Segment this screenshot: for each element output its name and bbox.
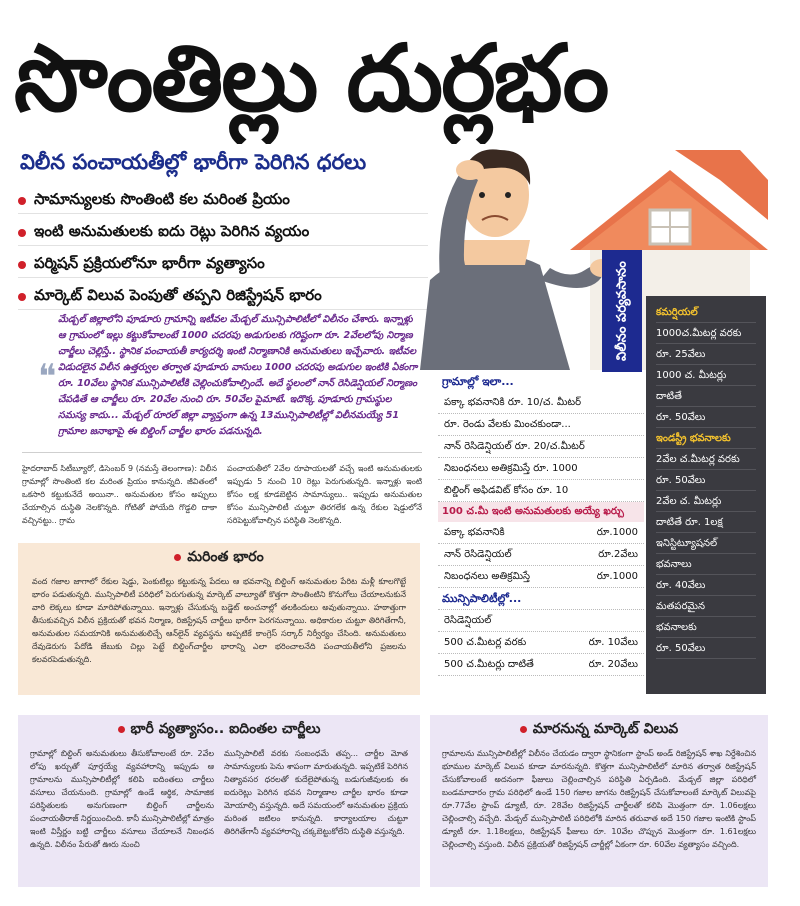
list-item: మతపరమైన xyxy=(656,596,756,617)
lead-quote: మేడ్చల్ జిల్లాలోని పూడూరు గ్రామాన్ని ఇటీవల మేడ్చల్ మున్సిపాలిటీలో విలీనం చేశారు. ఇన్నాళ్లు ఆ గ్రామంలో ఇల్లు కట్టుకోవాలంటే 1000 చదరపు అడుగులకు గరిష్టంగా రూ. 2వేలలోపు నిర్మాణ చార్జీలు చెల్లిస్తే.. స్థానిక పంచాయతీ కార్యదర్శి ఇంటి నిర్మాణానికి అనుమతులు ఇచ్చేవారు. ఇటీవల విడుదలైన విలీన ఉత్తర్వుల తర్వాత పూడూరు వాసులు 1000 చదరపు అడుగుల ఇంటికి ఏకంగా రూ. 10వేలు స్థానిక మున్సిపాలిటీకి చెల్లించుకోవాల్సిందే. అదే స్థలంలో నాన్ రెసిడెన్షియల్ నిర్మాణం చేపడితే ఆ చార్జీలు రూ. 20వేల నుంచి రూ. 50వేల పైమాటే. ఇదొక్క పూడూరు గ్రామస్థుల సమస్య కాదు... మేడ్చల్ రూరల్ జిల్లా వ్యాప్తంగా ఉన్న 13మున్సిపాలిటీల్లో విలీనమయ్యే 51 గ్రామాల జనాభాపై ఈ బిల్డింగ్ చార్జీల భారం పడనున్నది. xyxy=(58,314,418,437)
bullet-item xyxy=(18,220,428,246)
list-item: రూ. 50వేలు xyxy=(656,407,756,428)
table-heading: మున్సిపాలిటీల్లో... xyxy=(438,588,644,610)
bullet-dot-icon xyxy=(18,197,26,205)
bullet-list xyxy=(18,188,428,316)
bullet-dot-icon xyxy=(174,554,181,561)
table-row: 500 చ.మీటర్లు దాటితే రూ. 20వేలు xyxy=(438,654,644,676)
table-row: బిల్డింగ్ అఫిడవిట్ కోసం రూ. 10 xyxy=(438,480,644,502)
table-row: నాన్ రెసిడెన్షియల్ రూ.2వేలు xyxy=(438,544,644,566)
bullet-dot-icon xyxy=(18,229,26,237)
worried-man-icon xyxy=(420,149,614,370)
body-column: హైదరాబాద్ సిటీబ్యూరో, డిసెంబర్ 9 (నమస్తే తెలంగాణ): విలీన గ్రామాల్లో సొంతింటి కల మరింత ప్రియం కానున్నది. జీవితంలో ఒకసారి కట్టుకునేదే అయినా.. అనుమతుల కోసం అప్పులు చేయాల్సిన దుస్థితి నెలకొన్నది. గోటితో పోయేది గొడ్డలి దాకా వచ్చినట్టు.. గ్రామ xyxy=(22,464,217,525)
panel-text: వంద గజాల జాగాలో రేకుల షెడ్డు, పెంకుటిల్లు కట్టుకున్న పేదలు ఆ భవనాన్ని బిల్డింగ్ అనుమతుల పేరిట మళ్లీ కూలగొట్టే భారం పడుతున్నది. మున్సిపాలిటీ పరిధిలో పెరుగుతున్న మార్కెట్ వాల్యూతో కొత్తగా సొంతింటిని కొనుగోలు చేయాలనుకునే వారి లెక్కలు కూడా మారిపోతున్నాయి. ఇన్నాళ్లు చేసుకున్న బడ్జెట్ అంచనాల్లో తలకిందులు అవుతున్నాయి. హఠాత్తుగా తీసుకువచ్చిన విలీన ప్రక్రియతో భవన నిర్మాణ, రిజిస్ట్రేషన్ చార్జీలు భారీగా పెరగనున్నాయి. అధికారుల చుట్టూ తిరిగితేగానీ, అనుమతుల సమయానికి అనుమతులిచ్చే ఆన్‌లైన్ వ్యవస్థను అప్పటికే కాంగ్రెస్ సర్కార్ నిర్వీర్యం చేసింది. అనుమతులు దేవుడెరుగు పేదోడి జేబుకు చిల్లు పెట్టే బిల్డింగ్‌చార్జీల భారాన్ని ఎలా భరించాలనేది పంచాయతీలోని ప్రజలను కలవరపెడుతున్నది. xyxy=(32,577,406,664)
bullet-text: సామాన్యులకు సొంతింటి కల మరింత ప్రియం xyxy=(34,189,290,208)
divider xyxy=(22,452,422,453)
table-band: 100 చ.మీ ఇంటి అనుమతులకు అయ్యే ఖర్చు xyxy=(438,502,644,522)
bullet-dot-icon xyxy=(18,293,26,301)
charges-difference-panel xyxy=(18,715,420,887)
commercial-rates-panel xyxy=(646,296,766,694)
bullet-dot-icon xyxy=(520,726,527,733)
vertical-tag: విలీనం పర్యవసానం xyxy=(602,250,642,372)
bullet-text: మార్కెట్ విలువ పెంపుతో తప్పని రిజిస్ట్రేషన్ భారం xyxy=(34,285,322,304)
list-item: రూ. 50వేలు xyxy=(656,638,756,659)
bullet-item xyxy=(18,252,428,278)
page-headline: సొంతిల్లు దుర్లభం xyxy=(14,25,608,132)
quote-mark-icon: ❝ xyxy=(38,357,57,397)
list-item: 2వేల చ.మీటర్ల వరకు xyxy=(656,449,756,470)
list-item: 1000చ.మీటర్ల వరకు xyxy=(656,323,756,344)
subheadline: విలీన పంచాయతీల్లో భారీగా పెరిగిన ధరలు xyxy=(20,150,367,174)
list-item: దాటితే రూ. 1లక్ష xyxy=(656,512,756,533)
table-row: రూ. రెండు వేలకు మించకుండా... xyxy=(438,414,644,436)
panel-title: మరింత భారం xyxy=(18,543,420,571)
table-row: పక్కా భవనానికి రూ. 10/చ. మీటర్ xyxy=(438,392,644,414)
list-item: రూ. 50వేలు xyxy=(656,470,756,491)
bullet-dot-icon xyxy=(118,726,125,733)
table-row: పక్కా భవనానికి రూ.1000 xyxy=(438,522,644,544)
table-heading: గ్రామాల్లో ఇలా... xyxy=(442,375,514,388)
bullet-text: ఇంటి అనుమతులకు ఐదు రెట్లు పెరిగిన వ్యయం xyxy=(34,221,310,240)
price-table xyxy=(438,372,644,694)
list-item: భవనాలకు xyxy=(656,617,756,638)
bullet-item xyxy=(18,188,428,214)
body-column: మున్సిపాలిటీ వరకు సంబంధమే తప్ప... చార్జీల మోత సామాన్యులకు పెను శాపంగా మారుతున్నది. ఇప్పటికే పెరిగిన నిత్యావసర ధరలతో కుదేలైపోతున్న బడుగుజీవులకు ఈ ఐదురెట్లు పెరిగిన భవన నిర్మాణాల చార్జీల భారం కూడా మోయాల్సి వస్తున్నది. అదే సమయంలో అనుమతుల ప్రక్రియ మరింత జటిలం కానున్నది. కార్యాలయాల చుట్టూ తిరిగితేగానీ వ్యవహారాన్ని చక్కబెట్టుకోలేని దుస్థితి వస్తున్నది. xyxy=(224,749,408,836)
panel-text: గ్రామాలను మున్సిపాలిటీల్లో విలీనం చేయడం ద్వారా స్థానికంగా స్టాంప్ అండ్ రిజిస్ట్రేషన్ శాఖ నిర్దేశించిన భూముల మార్కెట్ విలువ కూడా మారనున్నది. కొత్తగా మున్సిపాలిటీలో మారిన తర్వాత రిజిస్ట్రేషన్ చేసుకోవాలంటే అదనంగా ఫీజులు చెల్లించాల్సిన పరిస్థితి ఏర్పడింది. మేడ్చల్ జిల్లా పరిధిలో బండమాదారం గ్రామ పరిధిలో ఉండే 150 గజాల జాగను రిజిస్ట్రేషన్ చేసుకోవాలంటే మార్కెట్ విలువపై రూ.77వేల స్టాంప్ డ్యూటీ, రూ. 28వేల రిజిస్ట్రేషన్ చార్జీలతో కలిపి మొత్తంగా రూ. 1.06లక్షలు చెల్లించాల్సి వచ్చేది. మేడ్చల్ మున్సిపాలిటీ పరిధిలోకి మారిన తరువాత అదే 150 గజాల ఇంటికి స్టాంప్ డ్యూటీ రూ. 1.18లక్షలు, రిజిస్ట్రేషన్ ఫీజులు రూ. 10వేల చొప్పున మొత్తంగా రూ. 1.61లక్షలు చెల్లించాల్సి వస్తుంది. విలీన ప్రక్రియతో రిజిస్ట్రేషన్ చార్జీల్లో ఏకంగా రూ. 60వేల వ్యత్యాసం వచ్చింది. xyxy=(442,749,756,849)
list-item: ఇండస్ట్రీ భవనాలకు xyxy=(656,428,756,449)
list-item: కమర్షియల్ xyxy=(656,302,756,323)
list-item: రూ. 25వేలు xyxy=(656,344,756,365)
table-row: నిబంధనలు అతిక్రమిస్తే రూ. 1000 xyxy=(438,458,644,480)
bullet-item xyxy=(18,284,428,310)
list-item: 2వేల చ. మీటర్లు xyxy=(656,491,756,512)
list-item: దాటితే xyxy=(656,386,756,407)
market-value-panel xyxy=(430,715,768,887)
list-item: ఇనిస్టిట్యూషనల్ xyxy=(656,533,756,554)
list-item: రూ. 40వేలు xyxy=(656,575,756,596)
panel-columns xyxy=(18,743,420,883)
panel-title: భారీ వ్యత్యాసం.. ఐదింతల చార్జీలు xyxy=(18,715,420,743)
table-row: నిబంధనలు అతిక్రమిస్తే రూ.1000 xyxy=(438,566,644,588)
table-row: రెసిడెన్షియల్ xyxy=(438,610,644,632)
intro-body xyxy=(22,462,422,538)
table-row: నాన్ రెసిడెన్షియల్ రూ. 20/చ.మీటర్ xyxy=(438,436,644,458)
bullet-text: పర్మిషన్ ప్రక్రియలోనూ భారీగా వ్యత్యాసం xyxy=(34,253,265,272)
panel-title: మారనున్న మార్కెట్ విలువ xyxy=(430,715,768,743)
body-column: గ్రామాల్లో బిల్డింగ్ అనుమతులు తీసుకోవాలంటే రూ. 2వేల లోపు ఖర్చుతో పూర్తయ్యే వ్యవహారాన్ని ఇప్పుడు ఆ గ్రామాలను మున్సిపాలిటీల్లో కలిపి ఐదింతలు చార్జీలు వసూలు చేయనుంది. గ్రామాల్లో ఉండే ఆర్థిక, సామాజిక పరిస్థితులకు అనుగుణంగా బిల్డింగ్ చార్జీలను పంచాయతీరాజ్ నిర్ణయించింది. కానీ మున్సిపాలిటీల్లో మాత్రం ఇంటి విస్తీర్ణం బట్టి చార్జీలు వసూలు చేయాలనే నిబంధన ఉన్నది. విలీనం పేరుతో ఊరు నుంచి xyxy=(30,749,214,849)
list-item: 1000 చ. మీటర్లు xyxy=(656,365,756,386)
bullet-dot-icon xyxy=(18,261,26,269)
body-column: పంచాయతీలో 2వేల రూపాయలతో వచ్చే ఇంటి అనుమతులకు ఇప్పుడు 5 నుంచి 10 రెట్లు పెరుగుతున్నది. ఇన్నాళ్లు ఇంటి కోసం లక్ష కూడబెట్టిన సామాన్యులు.. ఇప్పుడు అనుమతుల కోసం మున్సిపాలిటీ చుట్టూ తిరగలేక ఉన్న రేకుల షెడ్డులోనే సరిపెట్టుకోవాల్సిన పరిస్థితి నెలకొన్నది. xyxy=(227,464,422,525)
more-burden-panel xyxy=(18,543,420,695)
list-item: భవనాలు xyxy=(656,554,756,575)
table-row: 500 చ.మీటర్ల వరకు రూ. 10వేలు xyxy=(438,632,644,654)
